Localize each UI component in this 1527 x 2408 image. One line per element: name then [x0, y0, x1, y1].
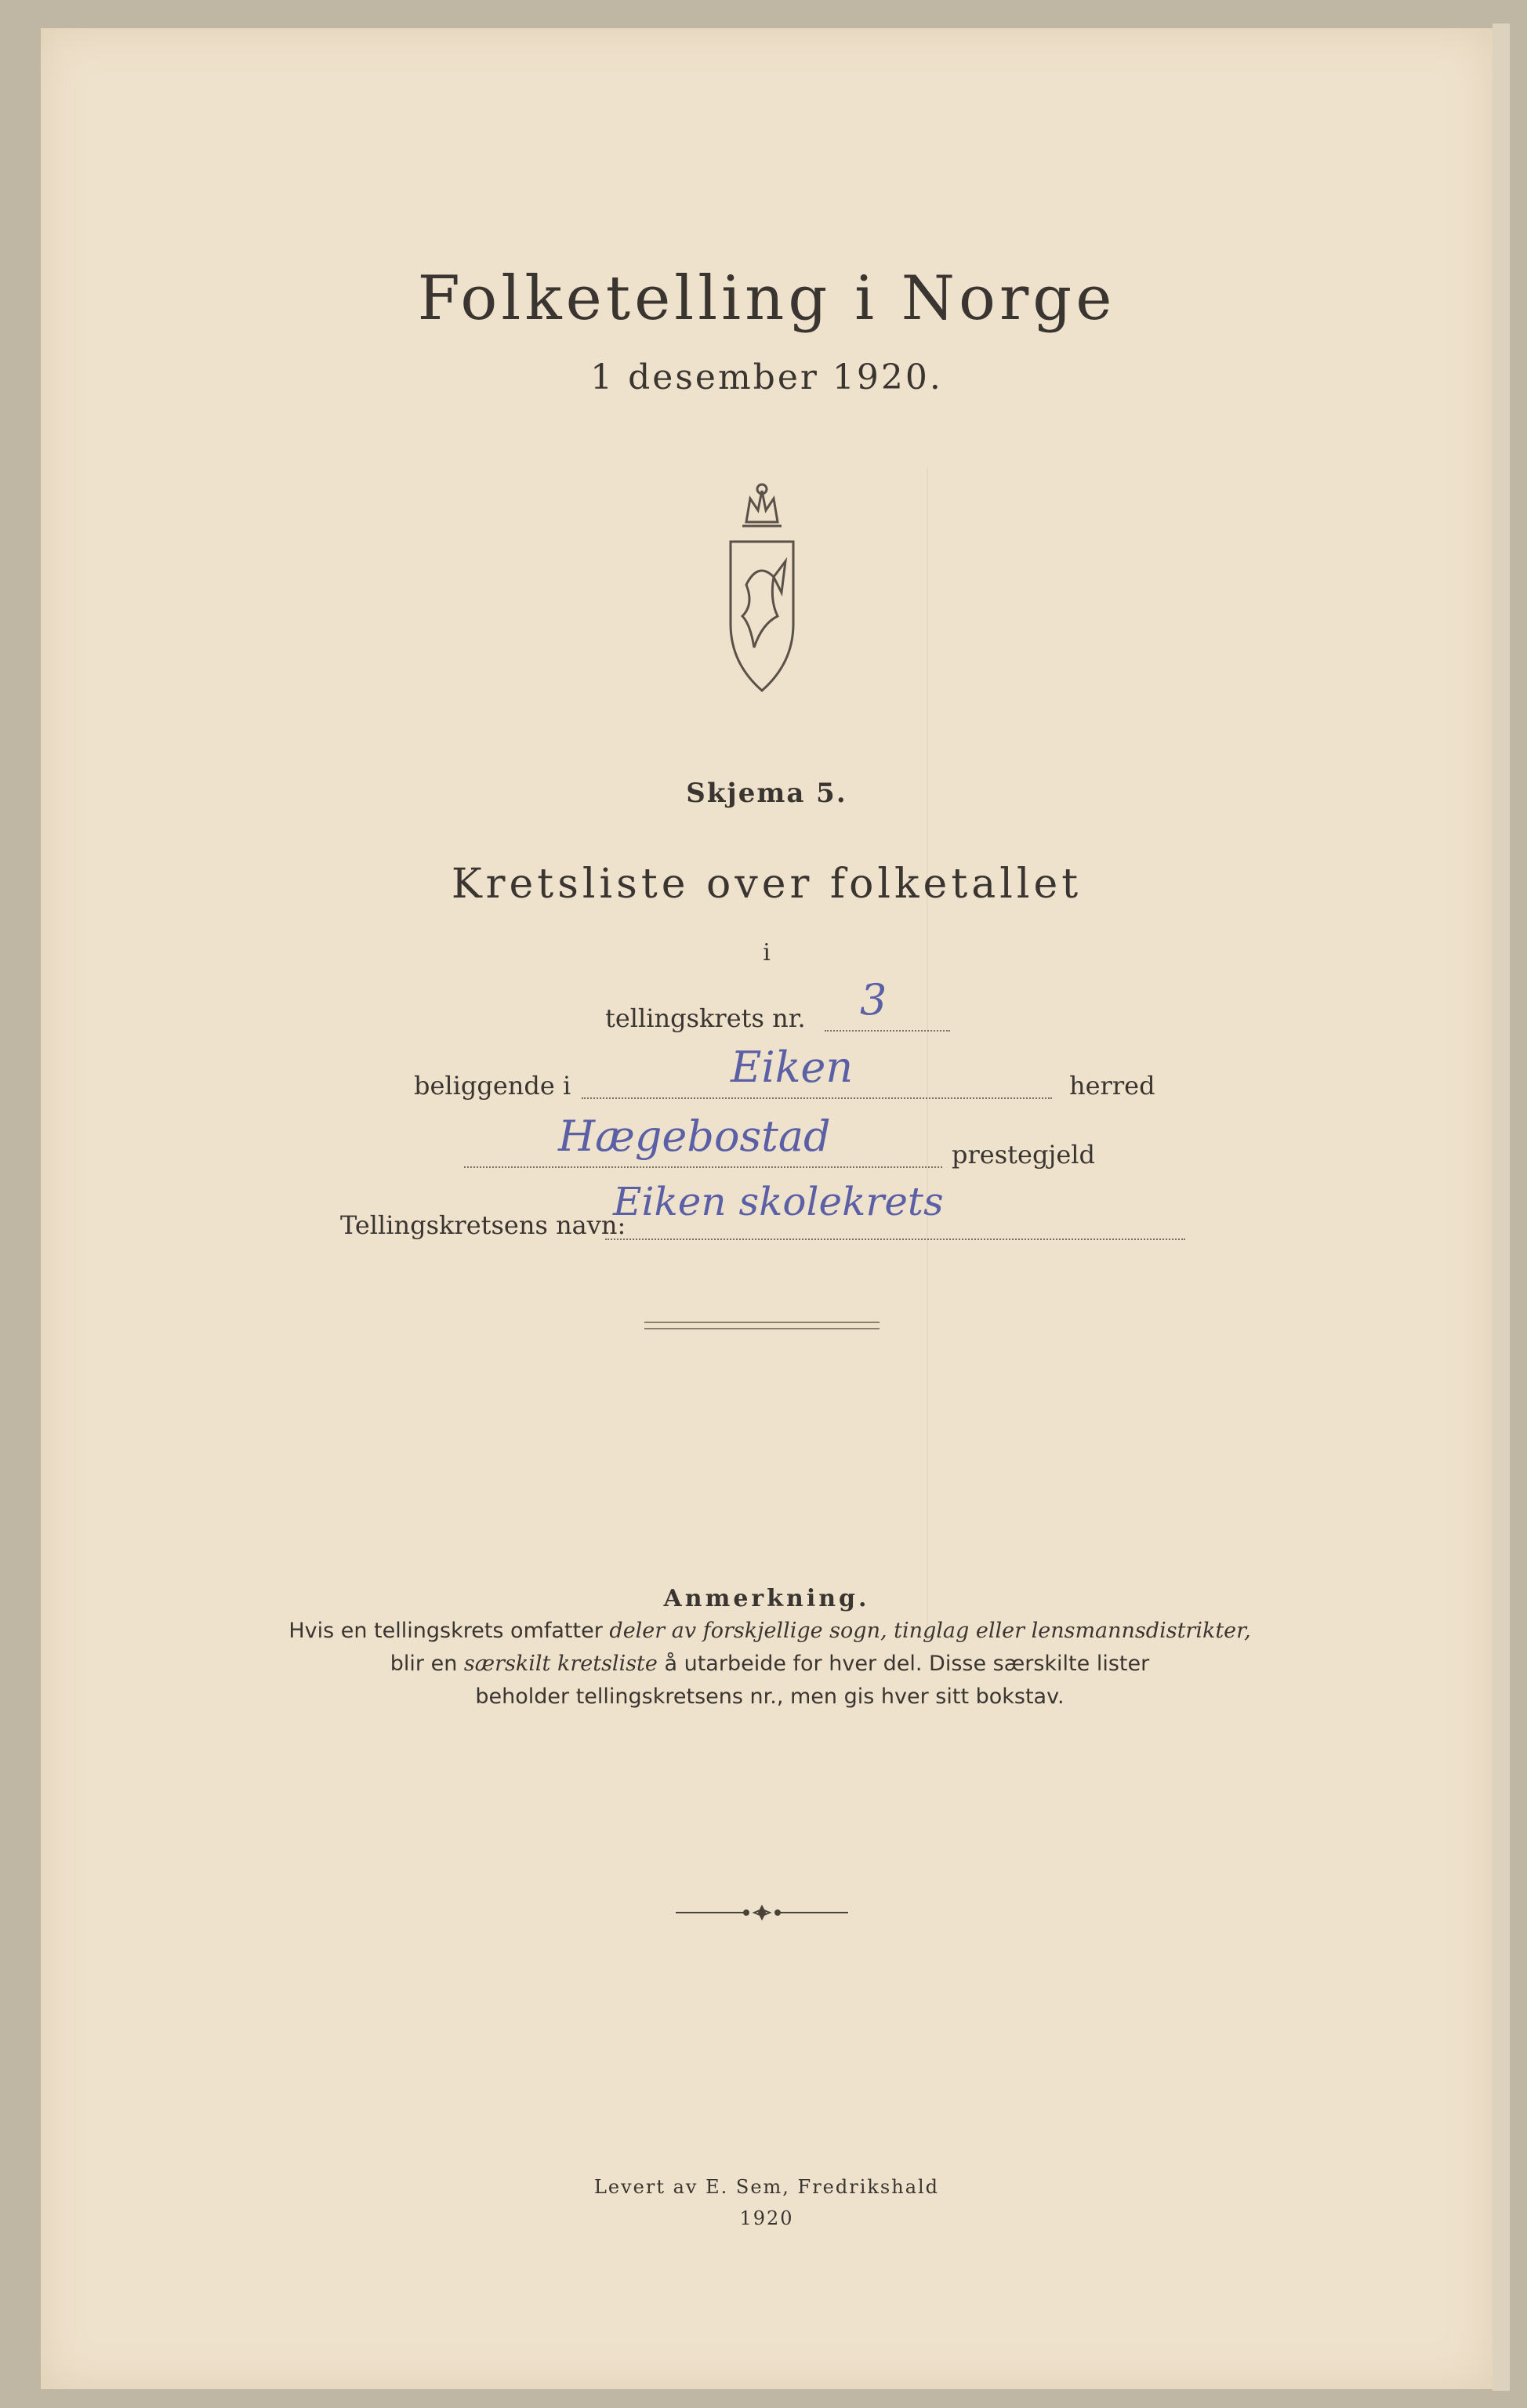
prestegjeld-label: prestegjeld — [952, 1140, 1095, 1170]
krets-label: tellingskrets nr. — [605, 1003, 806, 1033]
form-heading: Kretsliste over folketallet — [451, 861, 1083, 908]
krets-name: Eiken skolekrets — [613, 1179, 944, 1224]
herred-label: herred — [1069, 1071, 1155, 1101]
page-edge — [1493, 24, 1510, 2391]
herred-name: Eiken — [731, 1043, 854, 1092]
printer-credit: Levert av E. Sem, Fredrikshald — [593, 2176, 940, 2198]
note-heading: Anmerkning. — [663, 1585, 870, 1612]
census-date: 1 desember 1920. — [590, 357, 943, 397]
schema-number: Skjema 5. — [686, 778, 847, 809]
note-line-3: beholder tellingskretsens nr., men gis hver sitt bokstav. — [475, 1685, 1065, 1709]
coat-of-arms-icon — [715, 467, 809, 702]
note-line-2: blir en særskilt kretsliste å utarbeide for hver del. Disse særskilte lister — [390, 1652, 1150, 1676]
beliggende-label: beliggende i — [414, 1071, 571, 1101]
krets-name-dotted-line — [605, 1238, 1185, 1240]
document-page — [41, 28, 1493, 2389]
connector-text: i — [763, 939, 771, 966]
separator-rule — [644, 1322, 880, 1323]
printer-year: 1920 — [739, 2207, 794, 2229]
krets-number: 3 — [860, 975, 887, 1024]
separator-rule — [644, 1328, 880, 1329]
note-line-1: Hvis en tellingskrets omfatter deler av forskjellige sogn, tinglag eller lensmannsdistrikter, — [288, 1619, 1251, 1643]
note-text — [260, 1615, 1279, 1714]
bleed-through-mark — [927, 467, 1398, 1643]
prestegjeld-dotted-line — [464, 1166, 942, 1168]
krets-dotted-line — [825, 1030, 950, 1032]
beliggende-dotted-line — [582, 1097, 1052, 1099]
ornament-divider-icon — [668, 1905, 856, 1920]
prestegjeld-name: Hægebostad — [558, 1112, 831, 1161]
document-title: Folketelling i Norge — [417, 263, 1116, 334]
krets-name-label: Tellingskretsens navn: — [340, 1210, 626, 1240]
